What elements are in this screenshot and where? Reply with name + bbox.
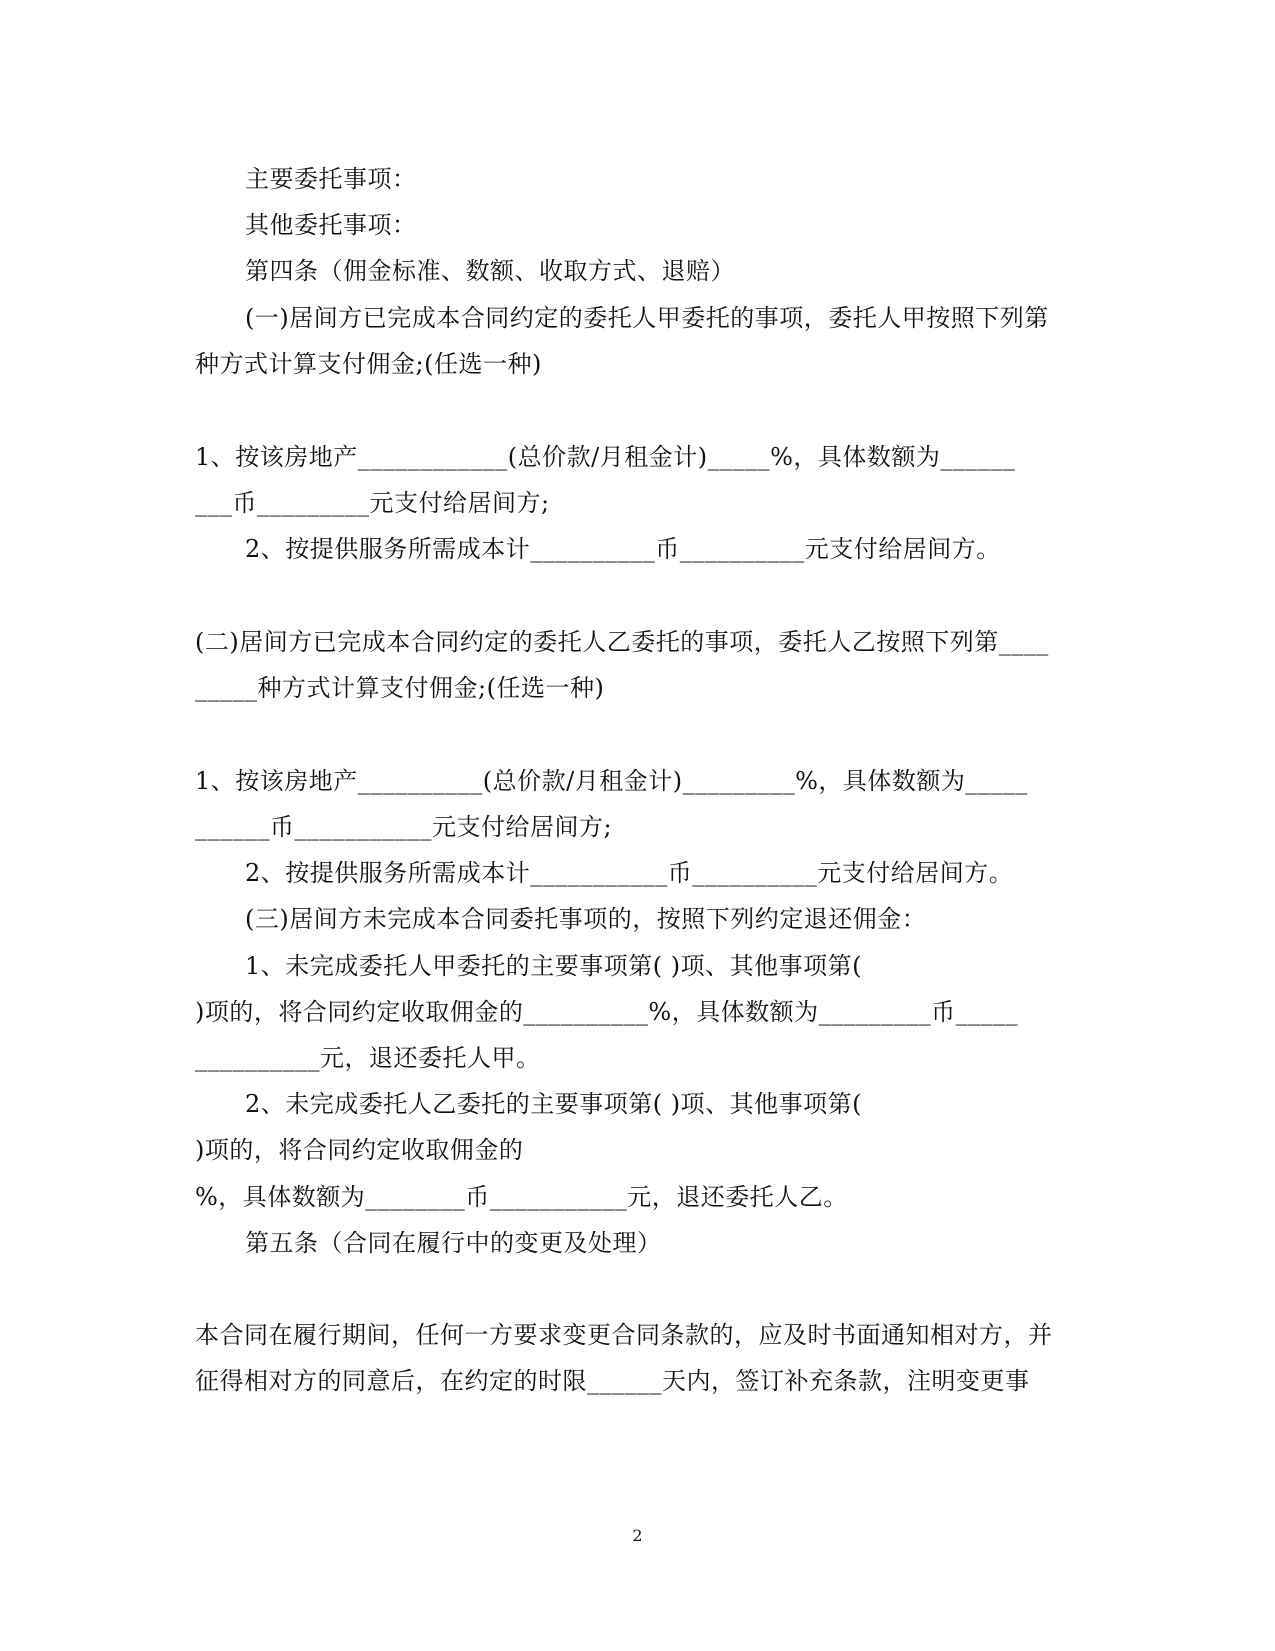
text-line-clause-3-item-2-end: %，具体数额为________币___________元，退还委托人乙。 [195,1183,848,1211]
text-line-clause-3-item-2-cont: )项的，将合同约定收取佣金的 [195,1136,524,1164]
text-line-clause-2-intro-cont: _____种方式计算支付佣金;(任选一种) [195,674,605,702]
text-line-clause-3-item-1-end: __________元，退还委托人甲。 [195,1044,541,1072]
article-four-heading: 第四条（佣金标准、数额、收取方式、退赔） [245,257,735,285]
text-line-clause-3-item-1: 1、未完成委托人甲委托的主要事项第( )项、其他事项第( [245,952,862,980]
text-line-clause-1-option-2: 2、按提供服务所需成本计__________币__________元支付给居间方。 [245,535,1001,563]
text-line-clause-2-option-2: 2、按提供服务所需成本计___________币__________元支付给居间方。 [245,859,1014,887]
text-line-article-five-body-cont: 征得相对方的同意后，在约定的时限______天内，签订补充条款，注明变更事 [195,1367,1030,1395]
text-line-clause-2-option-1-cont: ______币___________元支付给居间方; [195,813,613,841]
text-line-clause-2-option-1: 1、按该房地产__________(总价款/月租金计)_________%，具体数额为_____ [195,767,1028,795]
text-line-other-items: 其他委托事项： [245,211,417,239]
text-line-clause-3-intro: (三)居间方未完成本合同委托事项的，按照下列约定退还佣金： [245,905,927,933]
text-line-clause-1-intro: (一)居间方已完成本合同约定的委托人甲委托的事项，委托人甲按照下列第 [245,304,1049,332]
text-line-clause-1-option-1-cont: ___币_________元支付给居间方; [195,489,550,517]
text-line-clause-1-intro-cont: 种方式计算支付佣金;(任选一种) [195,350,542,378]
text-line-main-items: 主要委托事项： [245,165,417,193]
page-number: 2 [632,1526,643,1545]
text-line-clause-2-intro: (二)居间方已完成本合同约定的委托人乙委托的事项，委托人乙按照下列第____ [195,628,1049,656]
text-line-clause-3-item-2: 2、未完成委托人乙委托的主要事项第( )项、其他事项第( [245,1090,862,1118]
text-line-article-five-body: 本合同在履行期间，任何一方要求变更合同条款的，应及时书面通知相对方，并 [195,1321,1053,1349]
text-line-clause-1-option-1: 1、按该房地产____________(总价款/月租金计)_____%，具体数额为______ [195,443,1016,471]
text-line-clause-3-item-1-cont: )项的，将合同约定收取佣金的__________%，具体数额为_________币_____ [195,998,1019,1026]
article-five-heading: 第五条（合同在履行中的变更及处理） [245,1229,662,1257]
